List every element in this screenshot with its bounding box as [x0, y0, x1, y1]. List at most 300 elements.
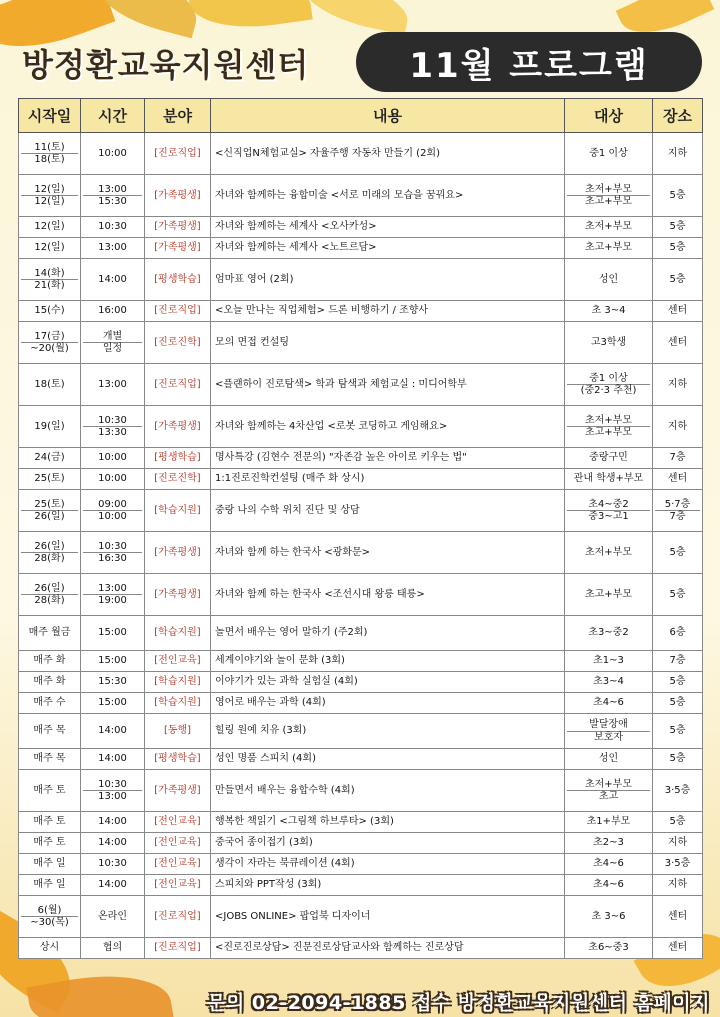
place-cell — [653, 714, 703, 749]
content-cell: 힐링 원예 치유 (3회) — [211, 714, 565, 749]
field-cell: [진로직업] — [145, 938, 211, 959]
place-cell-line: 센터 — [667, 305, 688, 317]
place-cell-line: 5층 — [669, 753, 686, 765]
content-cell: <진로진로상담> 진문진로상담교사와 함께하는 진로상담 — [211, 938, 565, 959]
time-cell — [81, 616, 145, 651]
target-cell-line: 초4~6 — [593, 697, 624, 709]
place-cell — [653, 301, 703, 322]
target-cell-line: 발달장애 — [589, 719, 628, 730]
content-cell: 자녀와 함께하는 4차산업 <로봇 코딩하고 게임해요> — [211, 406, 565, 448]
time-cell-line: 14:00 — [98, 879, 127, 891]
content-cell: 자녀와 함께하는 세계사 <노트르담> — [211, 238, 565, 259]
place-cell — [653, 672, 703, 693]
target-cell-line: 초2~3 — [593, 837, 624, 849]
content-cell: 자녀와 함께하는 세계사 <오사카성> — [211, 217, 565, 238]
place-cell — [653, 469, 703, 490]
target-cell — [565, 651, 653, 672]
table-row — [19, 175, 703, 217]
place-cell — [653, 532, 703, 574]
contact-footer — [160, 986, 720, 1017]
target-cell — [565, 938, 653, 959]
target-cell-line: 초 3~6 — [591, 910, 626, 922]
time-cell — [81, 259, 145, 301]
start-date-cell-line: 12(일) — [34, 242, 65, 254]
time-cell-line: 15:00 — [98, 655, 127, 667]
table-header-row — [19, 99, 703, 133]
time-cell-line: 13:00 — [98, 582, 127, 594]
start-date-cell-line: 28(화) — [21, 552, 78, 565]
time-cell-line: 13:00 — [98, 378, 127, 390]
target-cell — [565, 133, 653, 175]
place-cell — [653, 490, 703, 532]
field-cell: [학습지원] — [145, 616, 211, 651]
table-row — [19, 812, 703, 833]
place-cell-line: 5층 — [669, 221, 686, 233]
time-cell — [81, 322, 145, 364]
place-cell-line: 7층 — [655, 510, 700, 523]
field-cell: [학습지원] — [145, 672, 211, 693]
table-row — [19, 693, 703, 714]
start-date-cell — [19, 532, 81, 574]
table-row — [19, 896, 703, 938]
time-cell — [81, 175, 145, 217]
content-cell: 세계이야기와 놀이 문화 (3회) — [211, 651, 565, 672]
start-date-cell — [19, 448, 81, 469]
table-row — [19, 490, 703, 532]
place-cell-line: 5층 — [669, 189, 686, 201]
target-cell — [565, 469, 653, 490]
target-cell — [565, 875, 653, 896]
field-cell: [진로진학] — [145, 322, 211, 364]
table-row — [19, 651, 703, 672]
time-cell — [81, 749, 145, 770]
target-cell-line: 중랑구민 — [589, 452, 628, 464]
time-cell — [81, 672, 145, 693]
content-cell: <오늘 만나는 직업체험> 드론 비행하기 / 조향사 — [211, 301, 565, 322]
place-cell-line: 5층 — [669, 697, 686, 709]
field-cell: [평생학습] — [145, 448, 211, 469]
target-cell-line: 초4~중2 — [588, 498, 629, 510]
start-date-cell-line: 매주 월금 — [28, 627, 71, 639]
start-date-cell-line: 28(화) — [21, 594, 78, 607]
time-cell — [81, 574, 145, 616]
start-date-cell-line: 25(토) — [34, 473, 65, 485]
target-cell — [565, 217, 653, 238]
start-date-cell — [19, 322, 81, 364]
program-title-pill — [356, 32, 702, 92]
field-cell: [가족평생] — [145, 406, 211, 448]
start-date-cell-line: 26(일) — [34, 540, 65, 552]
table-row — [19, 238, 703, 259]
start-date-cell — [19, 812, 81, 833]
time-cell-line: 10:30 — [98, 414, 127, 426]
start-date-cell-line: 14(화) — [34, 267, 65, 279]
place-cell-line: 센터 — [667, 910, 688, 922]
place-cell — [653, 406, 703, 448]
start-date-cell — [19, 833, 81, 854]
table-row — [19, 875, 703, 896]
time-cell-line: 10:30 — [98, 778, 127, 790]
target-cell-line: 중1 이상 — [589, 147, 628, 159]
content-cell: 성인 명품 스피치 (4회) — [211, 749, 565, 770]
field-cell: [진로직업] — [145, 896, 211, 938]
start-date-cell — [19, 133, 81, 175]
place-cell-line: 지하 — [667, 879, 688, 891]
col-header-place: 장소 — [653, 99, 703, 133]
table-row — [19, 469, 703, 490]
start-date-cell-line: 18(토) — [21, 153, 78, 166]
content-cell: 이야기가 있는 과학 실험실 (4회) — [211, 672, 565, 693]
time-cell — [81, 770, 145, 812]
time-cell-line: 14:00 — [98, 725, 127, 737]
start-date-cell-line: 6(월) — [37, 904, 62, 916]
page-header — [0, 0, 720, 96]
field-cell: [전인교육] — [145, 812, 211, 833]
field-cell: [진로진학] — [145, 469, 211, 490]
field-cell: [학습지원] — [145, 490, 211, 532]
table-row — [19, 259, 703, 301]
field-cell: [진로직업] — [145, 133, 211, 175]
time-cell — [81, 812, 145, 833]
time-cell-line: 10:30 — [98, 221, 127, 233]
start-date-cell — [19, 406, 81, 448]
target-cell — [565, 175, 653, 217]
start-date-cell — [19, 770, 81, 812]
target-cell-line: 성인 — [598, 273, 619, 285]
time-cell-line: 14:00 — [98, 816, 127, 828]
target-cell-line: 초저+부모 — [584, 778, 633, 790]
table-row — [19, 616, 703, 651]
place-cell-line: 5층 — [669, 588, 686, 600]
start-date-cell — [19, 651, 81, 672]
start-date-cell — [19, 714, 81, 749]
time-cell — [81, 532, 145, 574]
time-cell-line: 협의 — [102, 942, 123, 954]
start-date-cell-line: 26(일) — [34, 582, 65, 594]
target-cell — [565, 532, 653, 574]
table-row — [19, 854, 703, 875]
program-title: 11월 프로그램 — [409, 45, 649, 86]
target-cell — [565, 672, 653, 693]
time-cell-line: 13:00 — [98, 242, 127, 254]
start-date-cell-line: 12(일) — [34, 221, 65, 233]
field-cell: [가족평생] — [145, 217, 211, 238]
time-cell-line: 15:30 — [98, 676, 127, 688]
time-cell-line: 개별 — [102, 330, 123, 342]
time-cell — [81, 714, 145, 749]
place-cell — [653, 322, 703, 364]
table-row — [19, 749, 703, 770]
target-cell — [565, 714, 653, 749]
start-date-cell-line: 매주 토 — [33, 837, 66, 849]
start-date-cell-line: 매주 일 — [33, 879, 66, 891]
time-cell — [81, 133, 145, 175]
org-title: 방정환교육지원센터 — [22, 46, 310, 84]
start-date-cell — [19, 616, 81, 651]
target-cell-line: 초저+부모 — [584, 414, 633, 426]
place-cell-line: 7층 — [669, 452, 686, 464]
field-cell: [학습지원] — [145, 693, 211, 714]
field-cell: [진로직업] — [145, 301, 211, 322]
place-cell — [653, 259, 703, 301]
start-date-cell — [19, 490, 81, 532]
start-date-cell-line: 11(토) — [34, 141, 65, 153]
target-cell-line: 보호자 — [567, 731, 650, 744]
content-cell: 중국어 종이접기 (3회) — [211, 833, 565, 854]
place-cell — [653, 238, 703, 259]
start-date-cell — [19, 938, 81, 959]
time-cell-line: 09:00 — [98, 498, 127, 510]
start-date-cell-line: 매주 목 — [33, 725, 66, 737]
content-cell: 명사특강 (김현수 전문의) "자존감 높은 아이로 키우는 법" — [211, 448, 565, 469]
table-row — [19, 301, 703, 322]
time-cell-line: 13:00 — [83, 790, 142, 803]
time-cell — [81, 364, 145, 406]
start-date-cell-line: 24(금) — [34, 452, 65, 464]
time-cell-line: 14:00 — [98, 837, 127, 849]
place-cell — [653, 616, 703, 651]
field-cell: [가족평생] — [145, 532, 211, 574]
field-cell: [평생학습] — [145, 749, 211, 770]
start-date-cell-line: 12(일) — [21, 195, 78, 208]
schedule-body — [19, 133, 703, 959]
start-date-cell-line: 매주 화 — [33, 655, 66, 667]
place-cell — [653, 364, 703, 406]
target-cell-line: 중3~고1 — [567, 510, 650, 523]
field-cell: [동행] — [145, 714, 211, 749]
target-cell-line: 초3~4 — [593, 676, 624, 688]
start-date-cell-line: ~30(목) — [21, 916, 78, 929]
place-cell-line: 5층 — [669, 273, 686, 285]
content-cell: 스피치와 PPT작성 (3회) — [211, 875, 565, 896]
target-cell — [565, 812, 653, 833]
table-row — [19, 574, 703, 616]
time-cell-line: 10:00 — [83, 510, 142, 523]
table-row — [19, 364, 703, 406]
place-cell-line: 7층 — [669, 655, 686, 667]
col-header-field: 분야 — [145, 99, 211, 133]
contact-text: 문의 02-2094-1885 접수 방정환교육지원센터 홈페이지 — [207, 992, 710, 1014]
content-cell: 모의 면접 컨설팅 — [211, 322, 565, 364]
place-cell — [653, 693, 703, 714]
place-cell — [653, 854, 703, 875]
place-cell-line: 센터 — [667, 942, 688, 954]
time-cell — [81, 938, 145, 959]
target-cell-line: 중1 이상 — [589, 372, 628, 384]
content-cell: 영어로 배우는 과학 (4회) — [211, 693, 565, 714]
place-cell-line: 센터 — [667, 473, 688, 485]
start-date-cell — [19, 672, 81, 693]
start-date-cell — [19, 238, 81, 259]
start-date-cell-line: ~20(월) — [21, 342, 78, 355]
table-row — [19, 672, 703, 693]
time-cell-line: 16:00 — [98, 305, 127, 317]
target-cell — [565, 490, 653, 532]
start-date-cell — [19, 364, 81, 406]
table-row — [19, 217, 703, 238]
start-date-cell — [19, 896, 81, 938]
start-date-cell-line: 26(일) — [21, 510, 78, 523]
target-cell — [565, 238, 653, 259]
target-cell — [565, 448, 653, 469]
time-cell-line: 10:30 — [98, 540, 127, 552]
field-cell: [가족평생] — [145, 574, 211, 616]
time-cell-line: 15:30 — [83, 195, 142, 208]
content-cell: 자녀와 함께하는 융합미술 <서로 미래의 모습을 꿈꿔요> — [211, 175, 565, 217]
field-cell: [평생학습] — [145, 259, 211, 301]
target-cell-line: 관내 학생+부모 — [573, 473, 644, 485]
place-cell — [653, 938, 703, 959]
time-cell-line: 15:00 — [98, 697, 127, 709]
target-cell-line: 초4~6 — [593, 858, 624, 870]
start-date-cell-line: 상시 — [39, 942, 60, 954]
start-date-cell — [19, 259, 81, 301]
col-header-time: 시간 — [81, 99, 145, 133]
field-cell: [가족평생] — [145, 770, 211, 812]
place-cell-line: 지하 — [667, 378, 688, 390]
table-row — [19, 938, 703, 959]
target-cell — [565, 406, 653, 448]
target-cell-line: 초저+부모 — [584, 183, 633, 195]
target-cell — [565, 854, 653, 875]
content-cell: 생각이 자라는 북큐레이션 (4회) — [211, 854, 565, 875]
target-cell-line: 초고 — [567, 790, 650, 803]
place-cell-line: 지하 — [667, 420, 688, 432]
time-cell — [81, 833, 145, 854]
time-cell — [81, 217, 145, 238]
place-cell-line: 6층 — [669, 627, 686, 639]
content-cell: <신직업N체험교실> 자율주행 자동차 만들기 (2회) — [211, 133, 565, 175]
time-cell-line: 일정 — [83, 342, 142, 355]
target-cell — [565, 833, 653, 854]
target-cell-line: 초6~중3 — [588, 942, 629, 954]
table-row — [19, 532, 703, 574]
content-cell: 행복한 책읽기 <그림책 하브루타> (3회) — [211, 812, 565, 833]
start-date-cell-line: 17(금) — [34, 330, 65, 342]
start-date-cell — [19, 217, 81, 238]
content-cell: 놀면서 배우는 영어 말하기 (주2회) — [211, 616, 565, 651]
place-cell-line: 지하 — [667, 837, 688, 849]
field-cell: [전인교육] — [145, 854, 211, 875]
start-date-cell-line: 매주 화 — [33, 676, 66, 688]
time-cell — [81, 651, 145, 672]
target-cell-line: 고3학생 — [590, 336, 627, 348]
start-date-cell-line: 21(화) — [21, 279, 78, 292]
place-cell-line: 5층 — [669, 676, 686, 688]
table-row — [19, 322, 703, 364]
start-date-cell-line: 매주 일 — [33, 858, 66, 870]
target-cell-line: 초4~6 — [593, 879, 624, 891]
time-cell — [81, 301, 145, 322]
start-date-cell-line: 매주 목 — [33, 753, 66, 765]
time-cell — [81, 875, 145, 896]
start-date-cell-line: 15(수) — [34, 305, 65, 317]
place-cell — [653, 833, 703, 854]
target-cell — [565, 301, 653, 322]
place-cell-line: 3·5층 — [664, 858, 691, 870]
table-row — [19, 406, 703, 448]
target-cell-line: (중2·3 추천) — [567, 384, 650, 397]
time-cell — [81, 490, 145, 532]
target-cell-line: 초저+부모 — [584, 546, 633, 558]
place-cell — [653, 770, 703, 812]
field-cell: [전인교육] — [145, 875, 211, 896]
time-cell — [81, 693, 145, 714]
content-cell: <JOBS ONLINE> 팝업북 디자이너 — [211, 896, 565, 938]
time-cell-line: 10:30 — [98, 858, 127, 870]
start-date-cell — [19, 875, 81, 896]
start-date-cell-line: 18(토) — [34, 378, 65, 390]
col-header-target: 대상 — [565, 99, 653, 133]
field-cell: [전인교육] — [145, 651, 211, 672]
target-cell-line: 초고+부모 — [567, 426, 650, 439]
place-cell — [653, 896, 703, 938]
start-date-cell — [19, 693, 81, 714]
target-cell-line: 초고+부모 — [584, 242, 633, 254]
target-cell — [565, 574, 653, 616]
target-cell — [565, 259, 653, 301]
place-cell — [653, 448, 703, 469]
target-cell-line: 초1+부모 — [586, 816, 631, 828]
target-cell-line: 초1~3 — [593, 655, 624, 667]
target-cell — [565, 364, 653, 406]
content-cell: 자녀와 함께 하는 한국사 <조선시대 왕릉 태릉> — [211, 574, 565, 616]
place-cell — [653, 651, 703, 672]
place-cell-line: 5층 — [669, 725, 686, 737]
start-date-cell — [19, 749, 81, 770]
table-row — [19, 833, 703, 854]
start-date-cell-line: 19(일) — [34, 420, 65, 432]
time-cell-line: 13:00 — [98, 183, 127, 195]
target-cell-line: 초고+부모 — [567, 195, 650, 208]
time-cell-line: 온라인 — [98, 910, 127, 922]
field-cell: [가족평생] — [145, 175, 211, 217]
target-cell-line: 초3~중2 — [588, 627, 629, 639]
table-row — [19, 133, 703, 175]
time-cell — [81, 406, 145, 448]
time-cell — [81, 854, 145, 875]
target-cell — [565, 693, 653, 714]
start-date-cell-line: 매주 수 — [33, 697, 66, 709]
start-date-cell-line: 매주 토 — [33, 784, 66, 796]
start-date-cell-line: 25(토) — [34, 498, 65, 510]
col-header-start-date: 시작일 — [19, 99, 81, 133]
time-cell — [81, 896, 145, 938]
place-cell-line: 5층 — [669, 242, 686, 254]
target-cell — [565, 322, 653, 364]
place-cell-line: 지하 — [667, 147, 688, 159]
time-cell-line: 14:00 — [98, 753, 127, 765]
time-cell-line: 14:00 — [98, 273, 127, 285]
target-cell-line: 초 3~4 — [591, 305, 626, 317]
time-cell-line: 10:00 — [98, 147, 127, 159]
content-cell: 엄마표 영어 (2회) — [211, 259, 565, 301]
place-cell — [653, 574, 703, 616]
target-cell-line: 초저+부모 — [584, 221, 633, 233]
time-cell — [81, 448, 145, 469]
time-cell-line: 10:00 — [98, 452, 127, 464]
place-cell — [653, 749, 703, 770]
field-cell: [전인교육] — [145, 833, 211, 854]
place-cell-line: 5층 — [669, 816, 686, 828]
time-cell-line: 10:00 — [98, 473, 127, 485]
place-cell-line: 5·7층 — [664, 498, 691, 510]
time-cell-line: 19:00 — [83, 594, 142, 607]
start-date-cell — [19, 175, 81, 217]
place-cell — [653, 812, 703, 833]
time-cell-line: 13:30 — [83, 426, 142, 439]
time-cell-line: 16:30 — [83, 552, 142, 565]
